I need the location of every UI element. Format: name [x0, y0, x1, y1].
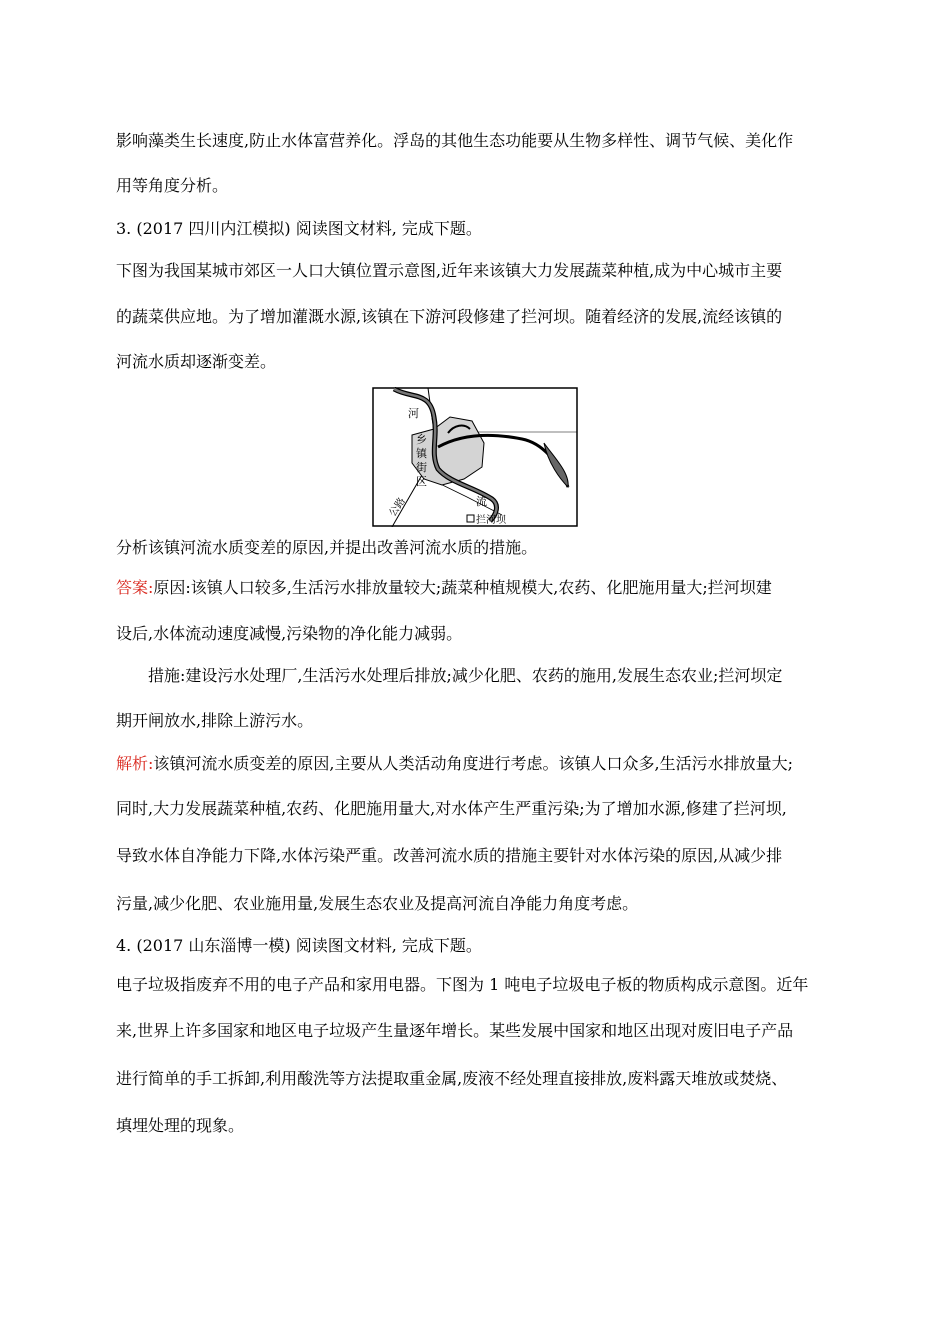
- analysis-line: 导致水体自净能力下降,水体污染严重。改善河流水质的措施主要针对水体污染的原因,从减少排: [116, 846, 783, 865]
- text-line: 来,世界上许多国家和地区电子垃圾产生量逐年增长。某些发展中国家和地区出现对废旧电子产品: [116, 1021, 794, 1040]
- text-line: 进行简单的手工拆卸,利用酸洗等方法提取重金属,废液不经处理直接排放,废料露天堆放或焚烧、: [116, 1069, 788, 1088]
- text-line: 下图为我国某城市郊区一人口大镇位置示意图,近年来该镇大力发展蔬菜种植,成为中心城市主要: [116, 261, 783, 280]
- map-label: 拦河坝: [476, 515, 506, 526]
- answer-line: 期开闸放水,排除上游污水。: [116, 711, 314, 730]
- analysis-label: 解析:: [116, 754, 154, 773]
- question-4-title: 4. (2017 山东淄博一模) 阅读图文材料, 完成下题。: [116, 936, 482, 955]
- analysis-text: 该镇河流水质变差的原因,主要从人类活动角度进行考虑。该镇人口众多,生活污水排放量大;: [153, 754, 793, 773]
- map-label: 街: [416, 461, 427, 474]
- analysis-line: 同时,大力发展蔬菜种植,农药、化肥施用量大,对水体产生严重污染;为了增加水源,修建了拦河坝,: [116, 799, 787, 818]
- text-line: 影响藻类生长速度,防止水体富营养化。浮岛的其他生态功能要从生物多样性、调节气候、美化作: [116, 131, 794, 150]
- question-3-prompt: 分析该镇河流水质变差的原因,并提出改善河流水质的措施。: [116, 538, 538, 557]
- text-line: 河流水质却逐渐变差。: [116, 352, 277, 371]
- map-label: 乡: [416, 433, 427, 446]
- map-label: 公路: [387, 496, 408, 519]
- analysis-line: 污量,减少化肥、农业施用量,发展生态农业及提高河流自净能力角度考虑。: [116, 894, 639, 913]
- map-label: 镇: [416, 447, 427, 460]
- text-line: 用等角度分析。: [116, 176, 229, 195]
- text-line: 电子垃圾指废弃不用的电子产品和家用电器。下图为 1 吨电子垃圾电子板的物质构成示意图。近年: [116, 975, 809, 994]
- map-label: 河: [408, 407, 419, 420]
- map-label: 流: [476, 495, 487, 508]
- answer-line: 措施:建设污水处理厂,生活污水处理后排放;减少化肥、农药的施用,发展生态农业;拦河坝定: [148, 666, 783, 685]
- text-line: 的蔬菜供应地。为了增加灌溉水源,该镇在下游河段修建了拦河坝。随着经济的发展,流经该镇的: [116, 307, 783, 326]
- dam-symbol: [467, 515, 474, 522]
- answer-label: 答案:: [116, 578, 154, 597]
- question-3-title: 3. (2017 四川内江模拟) 阅读图文材料, 完成下题。: [116, 219, 482, 238]
- map-label: 区: [416, 475, 427, 488]
- analysis-line: [116, 754, 793, 774]
- answer-line: [116, 578, 772, 598]
- town-location-map: [372, 387, 578, 527]
- answer-line: 设后,水体流动速度减慢,污染物的净化能力减弱。: [116, 624, 463, 643]
- text-line: 填埋处理的现象。: [116, 1116, 245, 1135]
- answer-text: 原因:该镇人口较多,生活污水排放量较大;蔬菜种植规模大,农药、化肥施用量大;拦河坝建: [153, 578, 772, 597]
